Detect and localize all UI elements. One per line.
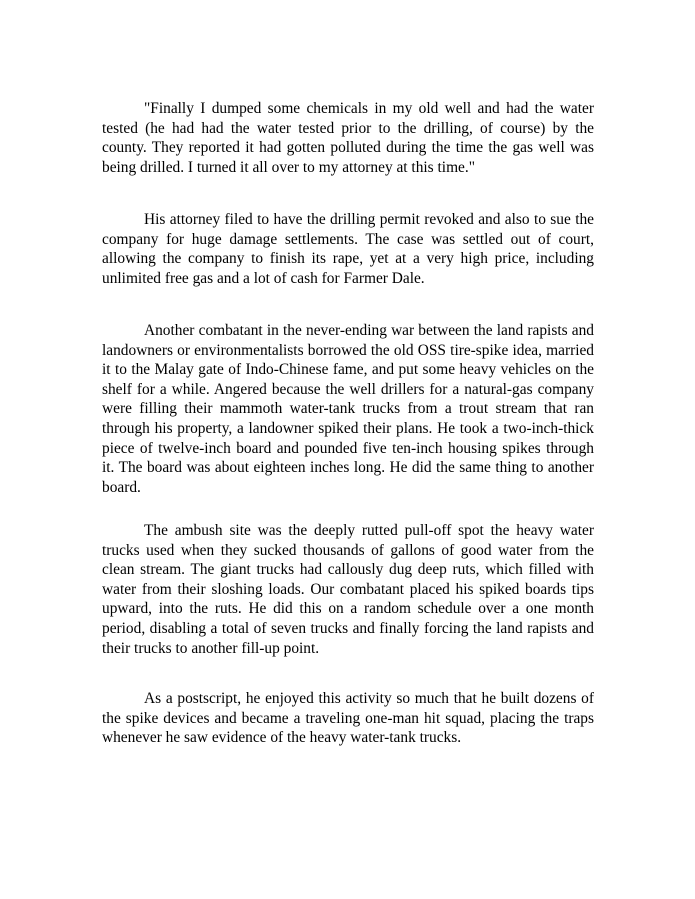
paragraph-2: His attorney filed to have the drilling permit revoked and also to sue the company for huge damage settlements. The case was settled out of court, allowing the company to finish its rape, yet at a very high price, including unlimited free gas and a lot of cash for Farmer Dale. (102, 211, 594, 287)
paragraph-4: The ambush site was the deeply rutted pull-off spot the heavy water trucks used when they sucked thousands of gallons of good water from the clean stream. The giant trucks had callously dug deep ruts, which filled with water from their sloshing loads. Our combatant placed his spiked boards tips upward, into the ruts. He did this on a random schedule over a one month period, disabling a total of seven trucks and finally forcing the land rapists and their trucks to another fill-up point. (102, 522, 594, 657)
paragraph-1: "Finally I dumped some chemicals in my old well and had the water tested (he had had the water tested prior to the drilling, of course) by the county. They reported it had gotten polluted during the time the gas well was being drilled. I turned it all over to my attorney at this time." (102, 100, 594, 176)
paragraph-5: As a postscript, he enjoyed this activity so much that he built dozens of the spike devices and became a traveling one-man hit squad, placing the traps whenever he saw evidence of the heavy water-tank trucks. (102, 690, 594, 747)
paragraph-3: Another combatant in the never-ending war between the land rapists and landowners or environmentalists borrowed the old OSS tire-spike idea, married it to the Malay gate of Indo-Chinese fame, and put some heavy vehicles on the shelf for a while. Angered because the well drillers for a natural-gas company were filling their mammoth water-tank trucks from a trout stream that ran through his property, a landowner spiked their plans. He took a two-inch-thick piece of twelve-inch board and pounded five ten-inch housing spikes through it. The board was about eighteen inches long. He did the same thing to another board. (102, 322, 594, 496)
